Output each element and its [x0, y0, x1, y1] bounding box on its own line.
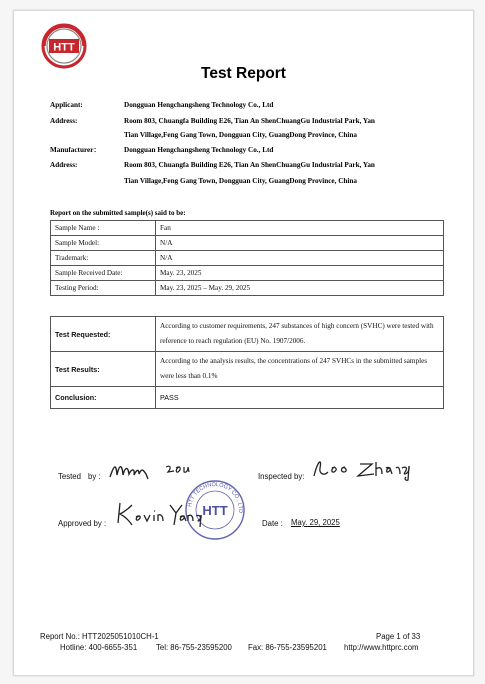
- testing-period-value: May. 23, 2025 – May. 29, 2025: [156, 281, 444, 296]
- stamp-ring-text: HTT TECHNOLOGY CO., LTD: [187, 481, 244, 514]
- sample-section-heading: Report on the submitted sample(s) said to be:: [50, 209, 186, 217]
- received-date-value: May. 23, 2025: [156, 266, 444, 281]
- table-row: [51, 236, 444, 251]
- date-value: May. 29, 2025: [291, 518, 340, 527]
- inspected-label: Inspected by:: [258, 472, 305, 481]
- test-requested-value: According to customer requirements, 247 substances of high concern (SVHC) were tested with reference to reach regulation (EU) No. 1907/2006.: [156, 317, 444, 352]
- manufacturer-label: Manufacturer：: [50, 146, 101, 154]
- manufacturer-value: Dongguan Hengchangsheng Technology Co., Ltd: [124, 146, 274, 154]
- manufacturer-address-label: Address:: [50, 161, 78, 169]
- page-title: Test Report: [201, 65, 286, 82]
- date-label: Date :: [262, 519, 283, 528]
- manufacturer-address-line-1: Room 803, Chuangfa Building E26, Tian An ShenChuangGu Industrial Park, Yan: [124, 161, 375, 169]
- test-requested-label: Test Requested:: [51, 317, 156, 352]
- page-number: Page 1 of 33: [376, 632, 421, 641]
- address-line-2: Tian Village,Feng Gang Town, Dongguan City, GuangDong Province, China: [124, 131, 357, 139]
- test-results-label: Test Results:: [51, 352, 156, 387]
- sample-model-value: N/A: [156, 236, 444, 251]
- trademark-value: N/A: [156, 251, 444, 266]
- logo-text: HTT: [53, 41, 75, 54]
- manufacturer-address-line-2: Tian Village,Feng Gang Town, Dongguan City, GuangDong Province, China: [124, 177, 357, 185]
- htt-logo-icon: [41, 23, 87, 69]
- sample-model-key: Sample Model:: [51, 236, 156, 251]
- report-page: [13, 10, 474, 676]
- table-row: [51, 281, 444, 296]
- sample-name-value: Fan: [156, 221, 444, 236]
- telephone: Tel: 86-755-23595200: [156, 643, 232, 652]
- received-date-key: Sample Received Date:: [51, 266, 156, 281]
- sample-name-key: Sample Name :: [51, 221, 156, 236]
- table-row: [51, 266, 444, 281]
- applicant-value: Dongguan Hengchangsheng Technology Co., Ltd: [124, 101, 274, 109]
- report-number: Report No.: HTT2025051010CH-1: [40, 632, 159, 641]
- conclusion-label: Conclusion:: [51, 387, 156, 409]
- website-link[interactable]: http://www.httprc.com: [344, 643, 419, 652]
- address-line-1: Room 803, Chuangfa Building E26, Tian An ShenChuangGu Industrial Park, Yan: [124, 117, 375, 125]
- test-results-value: According to the analysis results, the concentrations of 247 SVHCs in the submitted samples were less than 0.1%: [156, 352, 444, 387]
- tested-label: Tested: [58, 472, 81, 481]
- hotline: Hotline: 400-6655-351: [60, 643, 138, 652]
- applicant-label: Applicant:: [50, 101, 83, 109]
- testing-period-key: Testing Period:: [51, 281, 156, 296]
- table-row: [51, 221, 444, 236]
- table-row: [51, 387, 444, 409]
- tested-by-label: by :: [88, 472, 101, 481]
- table-row: [51, 317, 444, 352]
- approved-label: Approved by :: [58, 519, 107, 528]
- company-stamp: [184, 479, 246, 541]
- sample-table: [50, 220, 444, 296]
- conclusion-value: PASS: [156, 387, 444, 409]
- fax: Fax: 86-755-23595201: [248, 643, 327, 652]
- table-row: [51, 251, 444, 266]
- stamp-center-text: HTT: [202, 503, 228, 518]
- table-row: [51, 352, 444, 387]
- inspected-signature: [310, 454, 420, 482]
- results-table: [50, 316, 444, 409]
- trademark-key: Trademark:: [51, 251, 156, 266]
- address-label: Address:: [50, 117, 78, 125]
